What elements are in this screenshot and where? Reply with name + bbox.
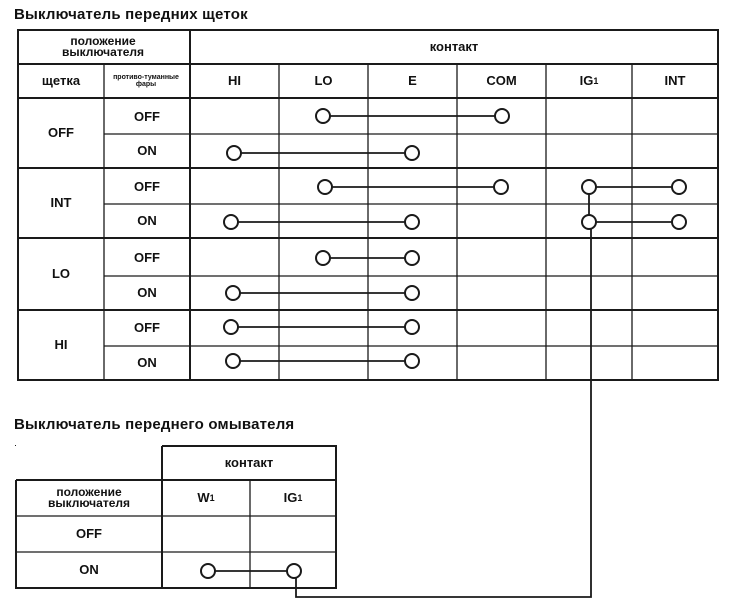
- contact-terminal: [287, 564, 301, 578]
- contact-terminal: [318, 180, 332, 194]
- fog-position-label: ON: [137, 213, 157, 228]
- contact-terminal: [226, 354, 240, 368]
- contact-terminal: [224, 215, 238, 229]
- contact-terminal: [316, 109, 330, 123]
- washer-position-on: ON: [79, 562, 99, 577]
- brush-position-off: OFF: [48, 125, 74, 140]
- wiper-contact-header: контакт: [429, 39, 479, 54]
- brush-position-lo: LO: [51, 266, 71, 281]
- contact-header-ig1: IG 1: [579, 73, 599, 88]
- contact-terminal: [405, 354, 419, 368]
- wiper-switch-title: Выключатель передних щеток: [14, 6, 248, 23]
- contact-terminal: [405, 320, 419, 334]
- contact-terminal: [494, 180, 508, 194]
- washer-position-off: OFF: [76, 526, 102, 541]
- cross-link-wire: [296, 222, 591, 597]
- fog-position-label: ON: [137, 285, 157, 300]
- contact-terminal: [672, 215, 686, 229]
- contact-header-com: COM: [486, 73, 517, 88]
- contact-terminal: [226, 286, 240, 300]
- contact-header-int: INT: [664, 73, 686, 88]
- contact-header-e: E: [408, 73, 417, 88]
- contact-terminal: [316, 251, 330, 265]
- fog-position-label: OFF: [134, 320, 160, 335]
- fog-position-label: ON: [137, 143, 157, 158]
- contact-terminal: [405, 146, 419, 160]
- contact-terminal: [224, 320, 238, 334]
- washer-contact-ig1: IG 1: [283, 490, 303, 505]
- contact-header-lo: LO: [314, 73, 333, 88]
- contact-terminal: [672, 180, 686, 194]
- contact-terminal: [201, 564, 215, 578]
- brush-position-hi: HI: [54, 337, 68, 352]
- fog-position-label: OFF: [134, 179, 160, 194]
- washer-switch-title: Выключатель переднего омывателя: [14, 416, 295, 433]
- contact-terminal: [405, 251, 419, 265]
- fog-position-label: ON: [137, 355, 157, 370]
- contact-terminal: [495, 109, 509, 123]
- brush-position-int: INT: [50, 195, 72, 210]
- brush-column-header: щетка: [41, 73, 81, 88]
- washer-position-header: положение выключателя: [47, 485, 130, 510]
- wiper-position-header: положение выключателя: [61, 34, 144, 59]
- fog-column-header: противо-туманные фары: [113, 74, 179, 88]
- contact-terminal: [582, 215, 596, 229]
- washer-contact-header: контакт: [224, 455, 274, 470]
- contact-terminal: [405, 286, 419, 300]
- fog-position-label: OFF: [134, 109, 160, 124]
- contact-terminal: [582, 180, 596, 194]
- contact-terminal: [227, 146, 241, 160]
- washer-contact-w1: W 1: [197, 490, 215, 505]
- fog-position-label: OFF: [134, 250, 160, 265]
- contact-terminal: [405, 215, 419, 229]
- contact-header-hi: HI: [228, 73, 241, 88]
